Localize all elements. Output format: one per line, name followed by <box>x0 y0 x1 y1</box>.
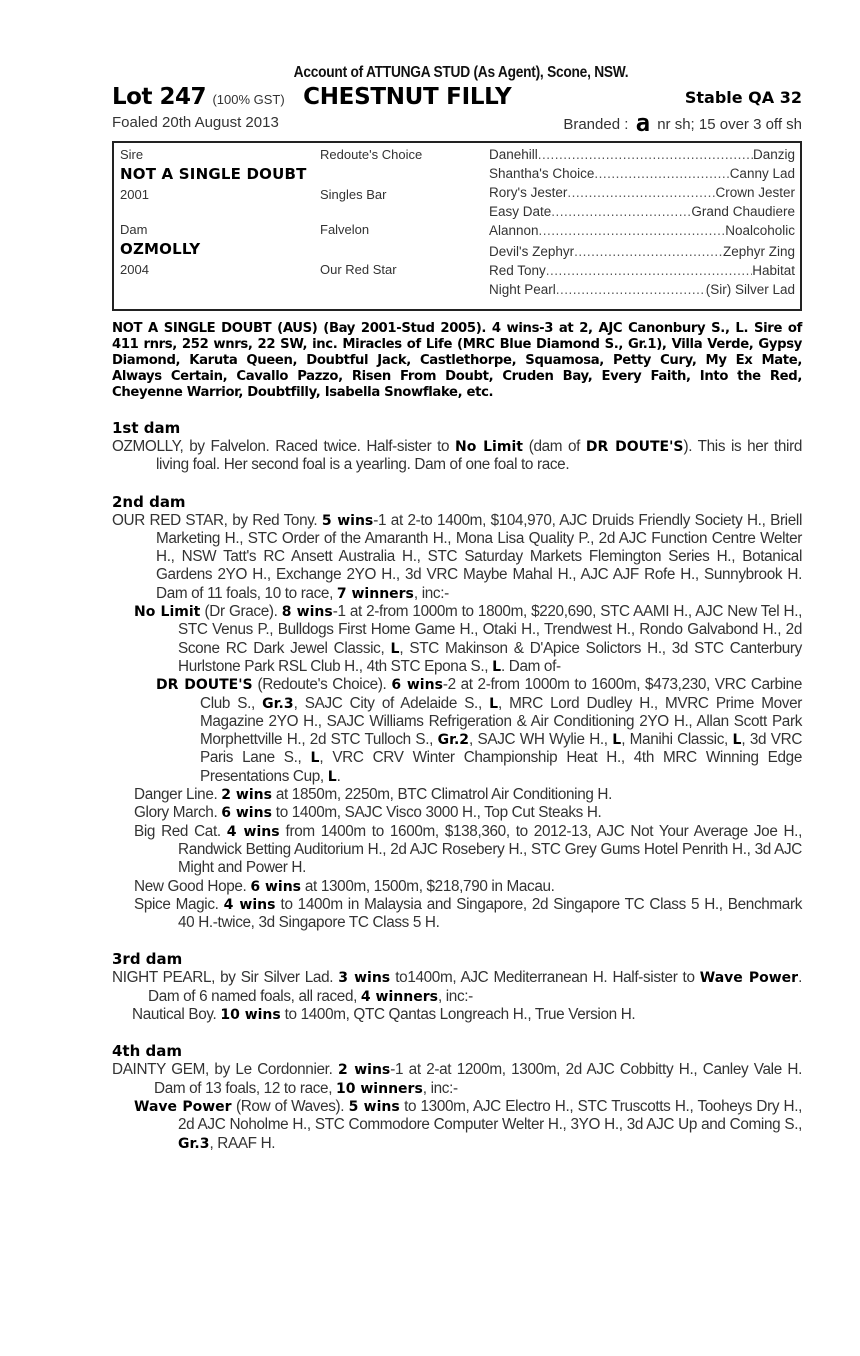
ancestor: Night Pearl <box>489 282 556 297</box>
ancestor-sire: Grand Chaudiere <box>691 204 795 219</box>
progeny-spice-magic: Spice Magic. 4 wins to 1400m in Malaysia and Singapore, 2d Singapore TC Class 5 H., Benchmark 40 H.-twice, 3d Singapore TC Class 5 H. <box>134 895 802 932</box>
second-dam-text: OUR RED STAR, by Red Tony. 5 wins-1 at 2-to 1400m, $104,970, AJC Druids Friendly Society H., Briell Marketing H., STC Order of the Amaranth H., Mona Lisa Quality P., 2d AJC Function Centre Welter H., NSW Tatt's RC Ansett Australia H., STC Saturday Markets Flemington Series H., Botanical Gardens 2YO H., Exchange 2YO H., 3d VRC Maybe Mahal H., AJC AJF Rofe H., Sunnybrook H. Dam of 11 foals, 10 to race, 7 winners, inc:- <box>112 511 802 602</box>
vendor-account: Account of ATTUNGA STUD (As Agent), Scone, NSW. <box>293 64 629 81</box>
ancestor-row <box>489 202 795 221</box>
brand-description: nr sh; 15 over 3 off sh <box>657 116 802 133</box>
ancestor-sire: Danzig <box>752 147 795 162</box>
sire-of-sire: Redoute's Choice <box>320 147 423 162</box>
catalogue-page <box>112 62 802 1153</box>
foaled-date: Foaled 20th August 2013 <box>112 114 279 131</box>
ancestor: Shantha's Choice <box>489 166 595 181</box>
ancestor: Devil's Zephyr <box>489 244 575 259</box>
ancestor-row <box>489 183 795 202</box>
second-dam-heading: 2nd dam <box>112 492 186 511</box>
stable-location: Stable QA 32 <box>684 88 802 107</box>
sire-name: NOT A SINGLE DOUBT <box>120 165 307 183</box>
ancestor-row <box>489 242 795 261</box>
brand-mark-icon: a <box>635 109 651 137</box>
progeny-dr-doutes: DR DOUTE'S (Redoute's Choice). 6 wins-2 at 2-from 1000m to 1600m, $473,230, VRC Carbine Club S., Gr.3, SAJC City of Adelaide S., L, MRC Lord Dudley H., MVRC Prime Mover Magazine 2YO H., SAJC Williams Refrigeration & Air Conditioning 2YO H., Allan Scott Park Morphettville H., 2d STC Tulloch S., Gr.2, SAJC WH Wylie H., L, Manihi Classic, L, 3d VRC Paris Lane S., L, VRC CRV Winter Championship Heat H., 4th MRC Winning Edge Presentations Cup, L. <box>156 676 803 785</box>
pedigree-table <box>112 141 802 311</box>
dam-of-dam: Our Red Star <box>320 262 397 277</box>
ancestor-row <box>489 280 795 299</box>
ancestor-sire: Zephyr Zing <box>722 244 795 259</box>
ancestor-sire: Crown Jester <box>715 185 795 200</box>
lot-line <box>112 83 802 111</box>
dam-label-row <box>120 220 480 239</box>
sire-year-row <box>120 185 480 204</box>
ancestor: Red Tony <box>489 263 546 278</box>
third-dam-heading: 3rd dam <box>112 950 183 969</box>
ancestor-sire: Noalcoholic <box>725 223 795 238</box>
branded-label: Branded : <box>563 116 629 133</box>
progeny-new-good-hope: New Good Hope. 6 wins at 1300m, 1500m, $218,790 in Macau. <box>134 877 555 895</box>
third-dam-text: NIGHT PEARL, by Sir Silver Lad. 3 wins to1400m, AJC Mediterranean H. Half-sister to Wave Power. Dam of 6 named foals, all raced, 4 winners, inc:- <box>112 969 802 1005</box>
pedigree-third-generation <box>489 145 795 299</box>
progeny-nautical-boy: Nautical Boy. 10 wins to 1400m, QTC Qantas Longreach H., True Version H. <box>132 1006 636 1024</box>
first-dam-heading: 1st dam <box>112 419 181 437</box>
sire-year: 2001 <box>120 187 149 202</box>
dam-label: Dam <box>120 222 148 237</box>
ancestor: Easy Date <box>489 204 552 219</box>
first-dam-text: OZMOLLY, by Falvelon. Raced twice. Half-sister to No Limit (dam of DR DOUTE'S). This is her third living foal. Her second foal is a yearling. Dam of one foal to race. <box>112 438 802 474</box>
fourth-dam-section <box>112 1042 802 1152</box>
sire-label-row <box>120 145 480 164</box>
progeny-glory-march: Glory March. 6 wins to 1400m, SAJC Visco 3000 H., Top Cut Steaks H. <box>134 804 602 822</box>
ancestor: Alannon <box>489 223 539 238</box>
second-dam-section <box>112 493 802 933</box>
lot-number: Lot 247 <box>112 84 206 110</box>
ancestor-row <box>489 221 795 240</box>
ancestor-row <box>489 164 795 183</box>
ancestor-row <box>489 145 795 164</box>
first-dam-section <box>112 419 802 475</box>
ancestor-sire: Canny Lad <box>729 166 795 181</box>
pedigree-left <box>120 145 480 279</box>
ancestor-sire: (Sir) Silver Lad <box>705 282 795 297</box>
gst-note: (100% GST) <box>212 92 285 107</box>
progeny-no-limit: No Limit (Dr Grace). 8 wins-1 at 2-from 1000m to 1800m, $220,690, STC AAMI H., AJC New Tel H., STC Venus P., Bulldogs First Home Game H., Otaki H., Trendwest H., Rondo Galvabond H., 2d Scone RC Dark Jewel Classic, L, STC Makinson & D'Apice Solictors H., 3d STC Canterbury Hurlstone Park RSL Club H., 4th STC Epona S., L. Dam of- <box>134 603 802 675</box>
lot-description: CHESTNUT FILLY <box>303 84 512 110</box>
dam-of-sire: Singles Bar <box>320 187 387 202</box>
dam-year: 2004 <box>120 262 149 277</box>
progeny-danger-line: Danger Line. 2 wins at 1850m, 2250m, BTC Climatrol Air Conditioning H. <box>134 786 613 804</box>
ancestor-sire: Habitat <box>752 263 795 278</box>
progeny-big-red-cat: Big Red Cat. 4 wins from 1400m to 1600m, $138,360, to 2012-13, AJC Not Your Average Joe H., Randwick Betting Auditorium H., 2d AJC Rosebery H., STC Grey Gums Hotel Penrith H., 3d AJC Might and Power H. <box>134 822 802 877</box>
ancestor-row <box>489 261 795 280</box>
branding <box>563 111 802 137</box>
progeny-wave-power: Wave Power (Row of Waves). 5 wins to 1300m, AJC Electro H., STC Truscotts H., Tooheys Dry H., 2d AJC Noholme H., STC Commodore Computer Welter H., 3YO H., 3d AJC Up and Coming S., Gr.3, RAAF H. <box>134 1097 802 1152</box>
foaled-line <box>112 111 802 135</box>
fourth-dam-heading: 4th dam <box>112 1042 182 1061</box>
sire-label: Sire <box>120 147 144 162</box>
third-dam-section <box>112 950 802 1024</box>
dam-name: OZMOLLY <box>120 240 201 258</box>
fourth-dam-text: DAINTY GEM, by Le Cordonnier. 2 wins-1 at 2-at 1200m, 1300m, 2d AJC Cobbitty H., Canley Vale H. Dam of 13 foals, 12 to race, 10 winners, inc:- <box>112 1061 802 1097</box>
sire-summary: NOT A SINGLE DOUBT (AUS) (Bay 2001-Stud 2005). 4 wins-3 at 2, AJC Canonbury S., L. Sire of 411 rnrs, 252 wnrs, 22 SW, inc. Miracles of Life (MRC Blue Diamond S., Gr.1), Villa Verde, Gypsy Diamond, Karuta Queen, Doubtful Jack, Castlethorpe, Squamosa, Petty Cury, My Ex Mate, Always Certain, Cavallo Pazzo, Risen From Doubt, Cruden Bay, Every Faith, Into the Red, Cheyenne Warrior, Doubtfilly, Isabella Snowflake, etc. <box>112 321 802 400</box>
ancestor: Rory's Jester <box>489 185 568 200</box>
dam-year-row <box>120 260 480 279</box>
sire-of-dam: Falvelon <box>320 222 370 237</box>
ancestor: Danehill <box>489 147 538 162</box>
